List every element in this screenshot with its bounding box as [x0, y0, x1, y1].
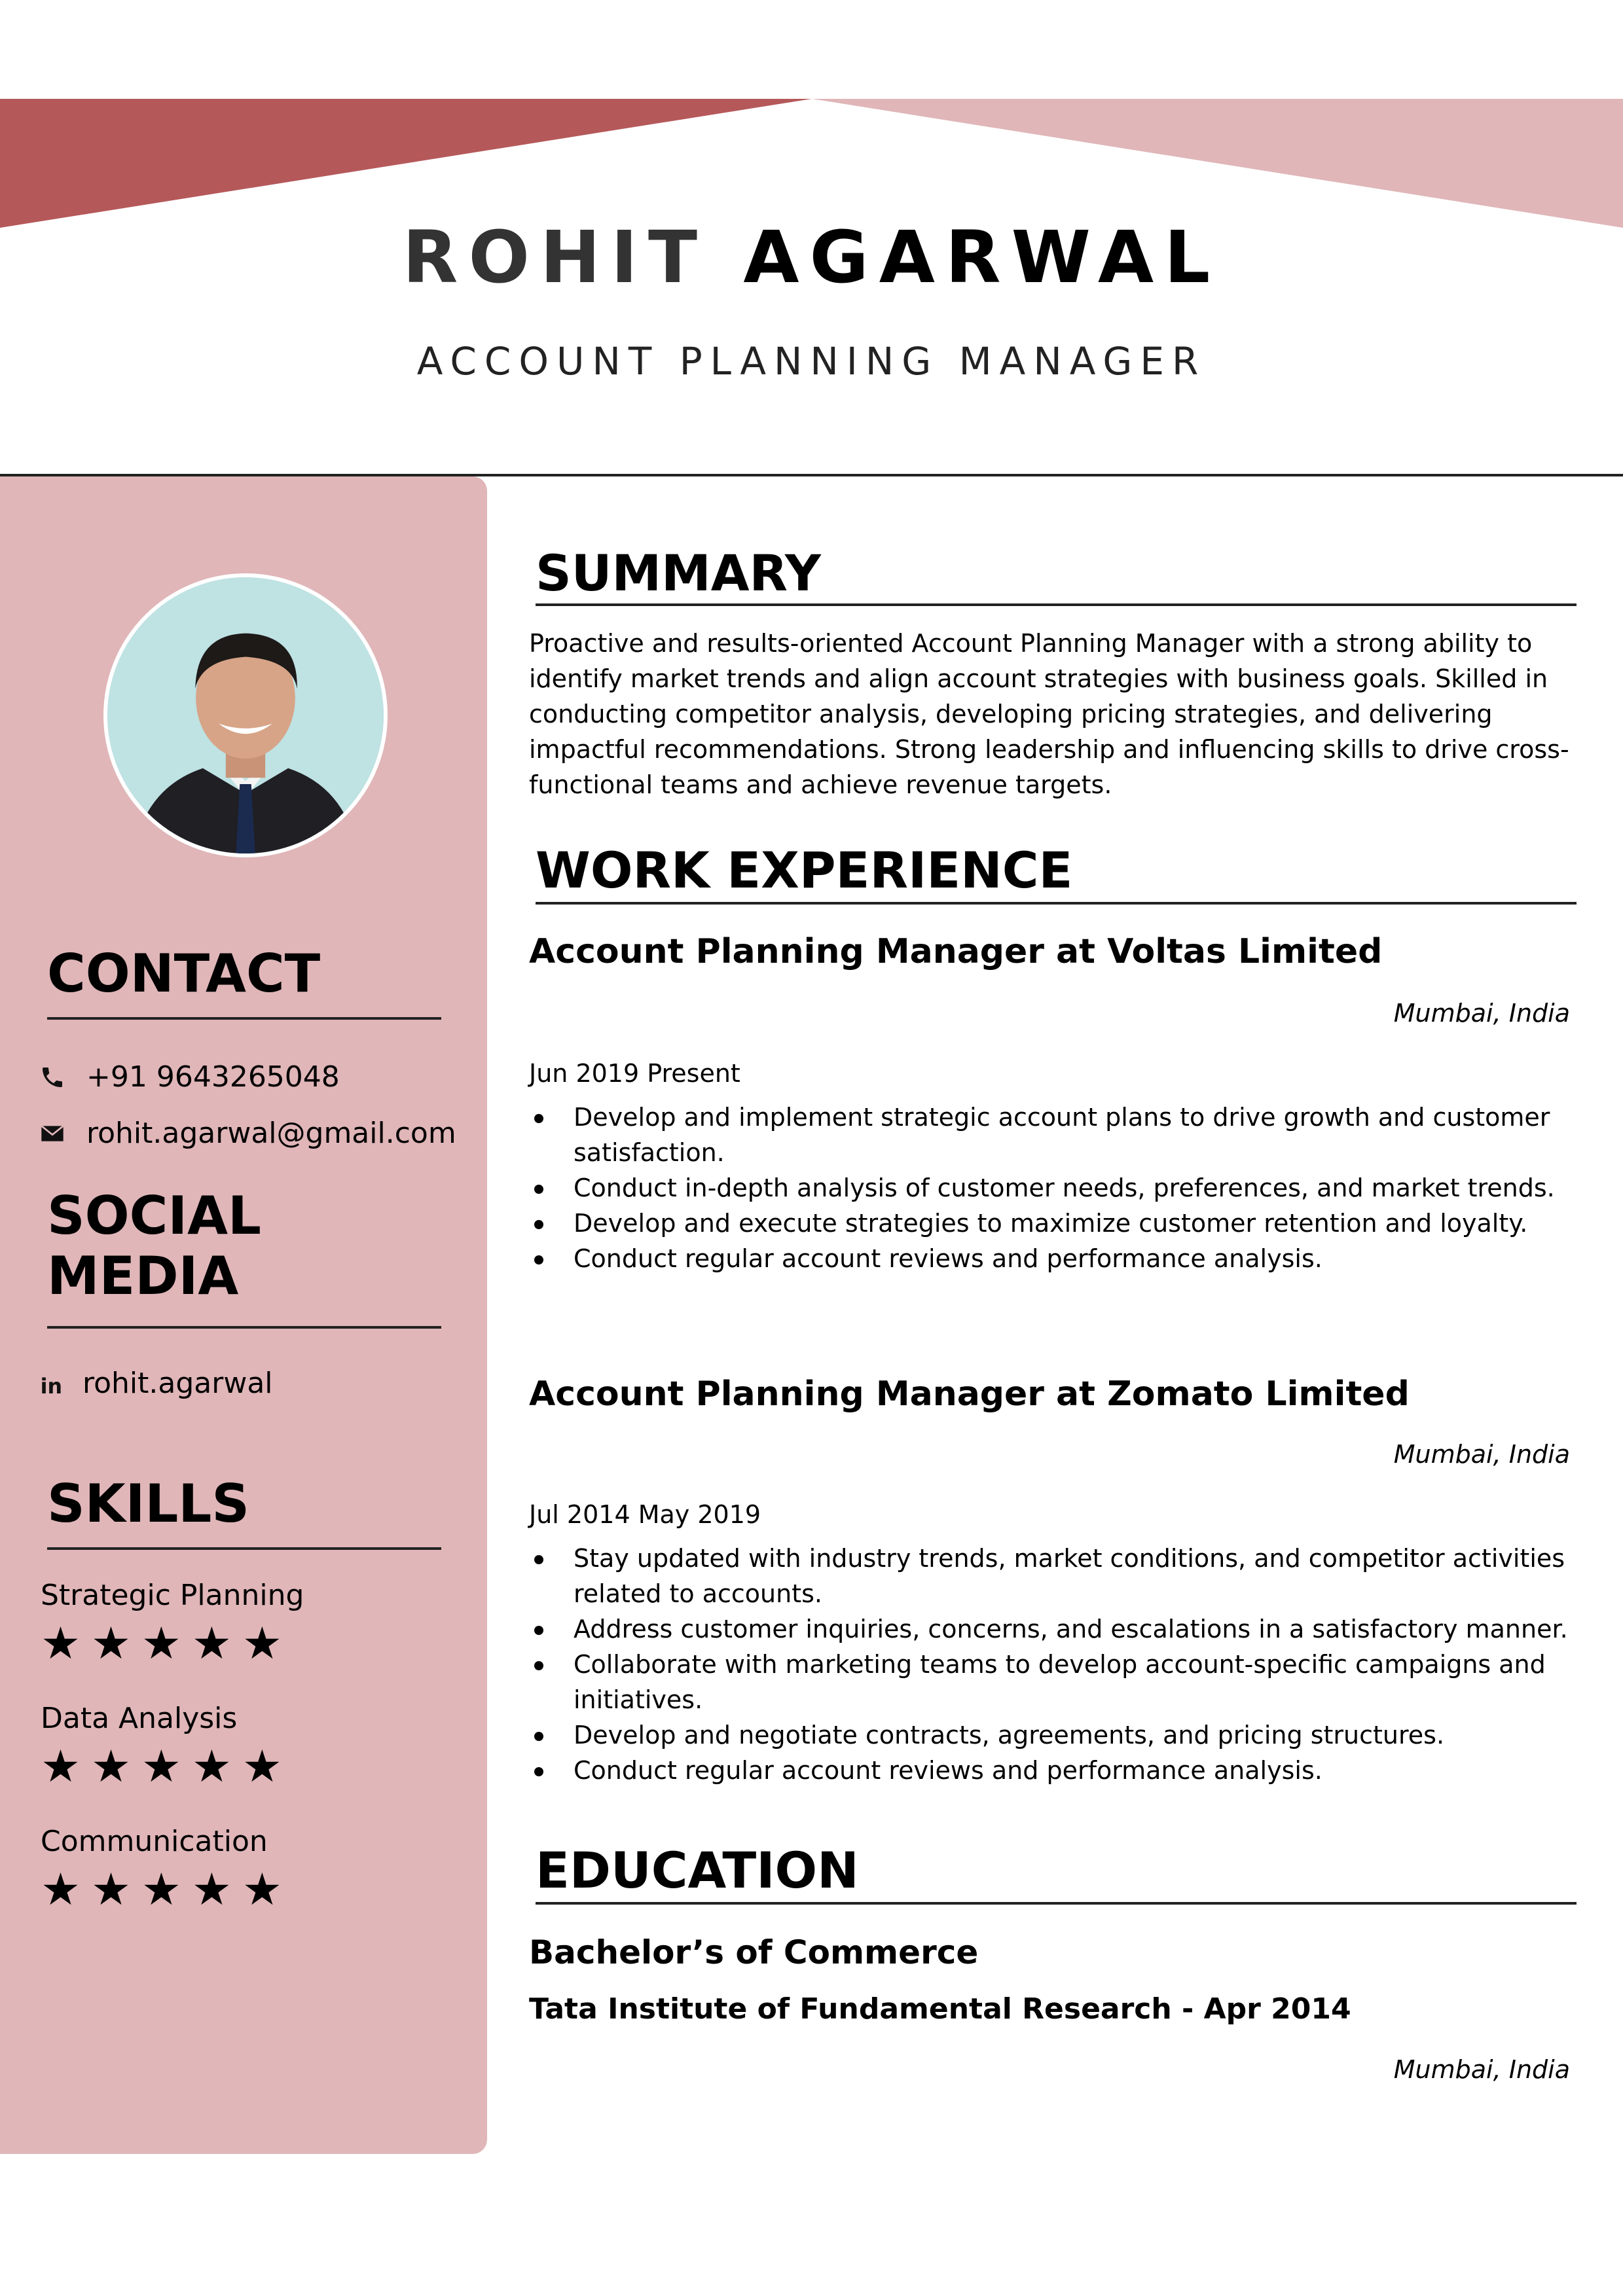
- job-location: Mumbai, India: [1393, 999, 1570, 1028]
- social-heading-line-1: SOCIAL: [47, 1185, 261, 1246]
- email-address: rohit.agarwal@gmail.com: [86, 1117, 456, 1150]
- skill-label: Data Analysis: [41, 1702, 238, 1735]
- job-title: ACCOUNT PLANNING MANAGER: [416, 339, 1207, 384]
- social-media-heading: [47, 1186, 261, 1306]
- summary-divider: [536, 603, 1577, 606]
- education-location: Mumbai, India: [1393, 2055, 1570, 2084]
- list-item: Conduct in-depth analysis of customer needs, preferences, and market trends.: [529, 1170, 1570, 1206]
- job-heading: Account Planning Manager at Voltas Limited: [529, 932, 1383, 971]
- skill-label: Strategic Planning: [41, 1579, 304, 1612]
- summary-heading: SUMMARY: [536, 544, 821, 602]
- social-heading-line-2: MEDIA: [47, 1246, 239, 1306]
- job-bullets: [529, 1100, 1570, 1276]
- contact-heading: CONTACT: [47, 943, 321, 1004]
- list-item: Stay updated with industry trends, market conditions, and competitor activities related to accounts.: [529, 1541, 1570, 1611]
- skill-rating: ★★★★★: [41, 1741, 293, 1793]
- job-location: Mumbai, India: [1393, 1440, 1570, 1469]
- list-item: Collaborate with marketing teams to develop account-specific campaigns and initiatives.: [529, 1647, 1570, 1717]
- phone-number: +91 9643265048: [86, 1060, 340, 1094]
- list-item: Address customer inquiries, concerns, and escalations in a satisfactory manner.: [529, 1611, 1570, 1647]
- degree-name: Bachelor’s of Commerce: [529, 1933, 979, 1971]
- first-name: ROHIT: [402, 215, 708, 299]
- linkedin-row[interactable]: [39, 1367, 273, 1400]
- last-name: AGARWAL: [743, 215, 1221, 299]
- linkedin-handle: rohit.agarwal: [82, 1367, 273, 1400]
- education-divider: [536, 1902, 1577, 1905]
- avatar-illustration: [107, 577, 384, 853]
- job-dates: Jun 2019 Present: [529, 1059, 740, 1088]
- skill-label: Communication: [41, 1825, 268, 1858]
- profile-photo: [103, 573, 388, 857]
- skills-divider: [47, 1547, 441, 1550]
- header-banner: [0, 0, 1623, 236]
- job-dates: Jul 2014 May 2019: [529, 1500, 761, 1529]
- list-item: Conduct regular account reviews and performance analysis.: [529, 1753, 1570, 1788]
- job-heading: Account Planning Manager at Zomato Limited: [529, 1374, 1410, 1414]
- phone-row[interactable]: [39, 1060, 340, 1094]
- linkedin-icon: [39, 1371, 65, 1397]
- svg-text:in: in: [40, 1374, 63, 1397]
- education-heading: EDUCATION: [536, 1841, 859, 1899]
- work-experience-heading: WORK EXPERIENCE: [536, 841, 1073, 899]
- summary-text: Proactive and results-oriented Account Planning Manager with a strong ability to identify market trends and align account strategies with business goals. Skilled in conducting competitor analysis, developing pricing strategies, and delivering impactful recommendations. Strong leadership and influencing skills to drive cross-functional teams and achieve revenue targets.: [529, 629, 1569, 799]
- skills-heading: SKILLS: [47, 1473, 249, 1534]
- list-item: Conduct regular account reviews and performance analysis.: [529, 1241, 1570, 1276]
- email-row[interactable]: [39, 1117, 456, 1150]
- social-divider: [47, 1326, 441, 1329]
- list-item: Develop and implement strategic account plans to drive growth and customer satisfaction.: [529, 1100, 1570, 1170]
- school-name: Tata Institute of Fundamental Research - Apr 2014: [529, 1992, 1351, 2026]
- banner-right-shape: [812, 99, 1623, 228]
- list-item: Develop and negotiate contracts, agreements, and pricing structures.: [529, 1717, 1570, 1753]
- skill-rating: ★★★★★: [41, 1618, 293, 1670]
- candidate-name: [0, 215, 1623, 299]
- skill-rating: ★★★★★: [41, 1864, 293, 1916]
- contact-divider: [47, 1017, 441, 1020]
- phone-icon: [39, 1064, 65, 1090]
- envelope-icon: [39, 1121, 65, 1147]
- work-experience-divider: [536, 902, 1577, 905]
- list-item: Develop and execute strategies to maximize customer retention and loyalty.: [529, 1206, 1570, 1241]
- banner-left-shape: [0, 99, 812, 228]
- job-bullets: [529, 1541, 1570, 1788]
